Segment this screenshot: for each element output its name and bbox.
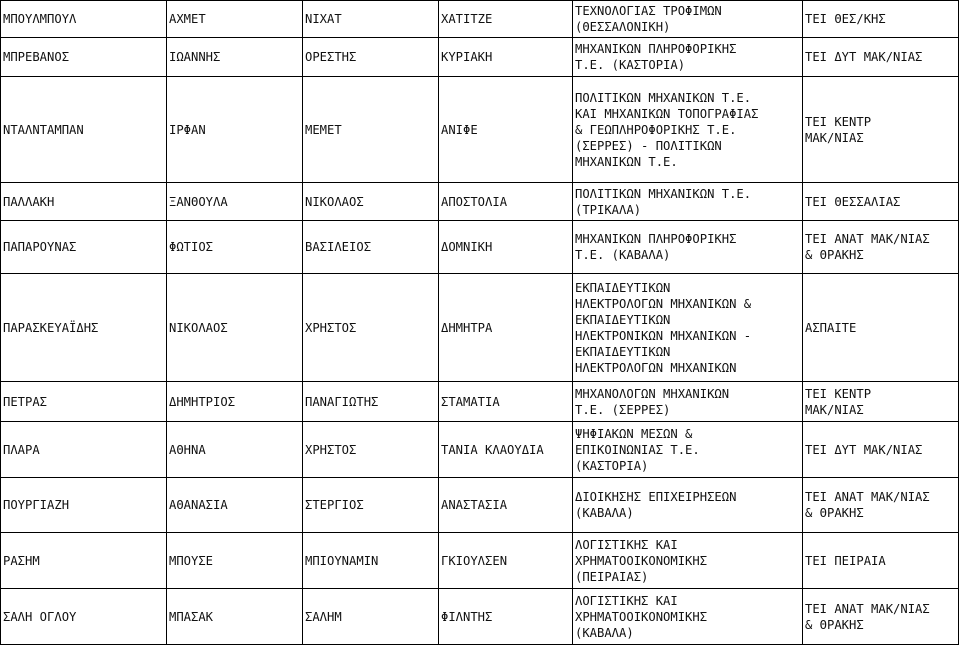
department-cell: ΨΗΦΙΑΚΩΝ ΜΕΣΩΝ & ΕΠΙΚΟΙΝΩΝΙΑΣ Τ.Ε. (ΚΑΣΤΟΡΙΑ) — [573, 422, 803, 478]
institution-cell: ΤΕΙ ΚΕΝΤΡ ΜΑΚ/ΝΙΑΣ — [803, 382, 959, 422]
first-name-cell: ΑΧΜΕΤ — [167, 1, 303, 38]
first-name-cell: ΑΘΑΝΑΣΙΑ — [167, 478, 303, 533]
surname-cell: ΠΑΡΑΣΚΕΥΑΪΔΗΣ — [1, 274, 167, 382]
department-cell: ΜΗΧΑΝΙΚΩΝ ΠΛΗΡΟΦΟΡΙΚΗΣ Τ.Ε. (ΚΑΣΤΟΡΙΑ) — [573, 38, 803, 77]
mother-name-cell: ΑΠΟΣΤΟΛΙΑ — [439, 183, 573, 221]
surname-cell: ΠΑΛΛΑΚΗ — [1, 183, 167, 221]
surname-cell: ΝΤΑΛΝΤΑΜΠΑΝ — [1, 77, 167, 183]
mother-name-cell: ΣΤΑΜΑΤΙΑ — [439, 382, 573, 422]
mother-name-cell: ΦΙΛΝΤΗΣ — [439, 589, 573, 645]
table-row — [1, 533, 959, 589]
first-name-cell: ΜΠΑΣΑΚ — [167, 589, 303, 645]
table-row — [1, 478, 959, 533]
table-row — [1, 382, 959, 422]
department-cell: ΤΕΧΝΟΛΟΓΙΑΣ ΤΡΟΦΙΜΩΝ (ΘΕΣΣΑΛΟΝΙΚΗ) — [573, 1, 803, 38]
first-name-cell: ΙΩΑΝΝΗΣ — [167, 38, 303, 77]
mother-name-cell: ΓΚΙΟΥΛΣΕΝ — [439, 533, 573, 589]
first-name-cell: ΑΘΗΝΑ — [167, 422, 303, 478]
mother-name-cell: ΚΥΡΙΑΚΗ — [439, 38, 573, 77]
mother-name-cell: ΤΑΝΙΑ ΚΛΑΟΥΔΙΑ — [439, 422, 573, 478]
table-row — [1, 38, 959, 77]
department-cell: ΛΟΓΙΣΤΙΚΗΣ ΚΑΙ ΧΡΗΜΑΤΟΟΙΚΟΝΟΜΙΚΗΣ (ΠΕΙΡΑΙΑΣ) — [573, 533, 803, 589]
table-row — [1, 1, 959, 38]
institution-cell: ΤΕΙ ΔΥΤ ΜΑΚ/ΝΙΑΣ — [803, 38, 959, 77]
father-name-cell: ΣΑΛΗΜ — [303, 589, 439, 645]
surname-cell: ΠΕΤΡΑΣ — [1, 382, 167, 422]
department-cell: ΠΟΛΙΤΙΚΩΝ ΜΗΧΑΝΙΚΩΝ Τ.Ε. (ΤΡΙΚΑΛΑ) — [573, 183, 803, 221]
surname-cell: ΠΛΑΡΑ — [1, 422, 167, 478]
father-name-cell: ΧΡΗΣΤΟΣ — [303, 274, 439, 382]
first-name-cell: ΜΠΟΥΣΕ — [167, 533, 303, 589]
father-name-cell: ΝΙΧΑΤ — [303, 1, 439, 38]
table-row — [1, 183, 959, 221]
institution-cell: ΑΣΠΑΙΤΕ — [803, 274, 959, 382]
institution-cell: ΤΕΙ ΑΝΑΤ ΜΑΚ/ΝΙΑΣ & ΘΡΑΚΗΣ — [803, 478, 959, 533]
father-name-cell: ΣΤΕΡΓΙΟΣ — [303, 478, 439, 533]
institution-cell: ΤΕΙ ΑΝΑΤ ΜΑΚ/ΝΙΑΣ & ΘΡΑΚΗΣ — [803, 221, 959, 274]
surname-cell: ΡΑΣΗΜ — [1, 533, 167, 589]
first-name-cell: ΙΡΦΑΝ — [167, 77, 303, 183]
father-name-cell: ΒΑΣΙΛΕΙΟΣ — [303, 221, 439, 274]
department-cell: ΠΟΛΙΤΙΚΩΝ ΜΗΧΑΝΙΚΩΝ Τ.Ε. ΚΑΙ ΜΗΧΑΝΙΚΩΝ ΤΟΠΟΓΡΑΦΙΑΣ & ΓΕΩΠΛΗΡΟΦΟΡΙΚΗΣ Τ.Ε. (ΣΕΡΡΕΣ) - ΠΟΛΙΤΙΚΩΝ ΜΗΧΑΝΙΚΩΝ Τ.Ε. — [573, 77, 803, 183]
father-name-cell: ΠΑΝΑΓΙΩΤΗΣ — [303, 382, 439, 422]
department-cell: ΕΚΠΑΙΔΕΥΤΙΚΩΝ ΗΛΕΚΤΡΟΛΟΓΩΝ ΜΗΧΑΝΙΚΩΝ & ΕΚΠΑΙΔΕΥΤΙΚΩΝ ΗΛΕΚΤΡΟΝΙΚΩΝ ΜΗΧΑΝΙΚΩΝ - ΕΚΠΑΙΔΕΥΤΙΚΩΝ ΗΛΕΚΤΡΟΛΟΓΩΝ ΜΗΧΑΝΙΚΩΝ — [573, 274, 803, 382]
institution-cell: ΤΕΙ ΚΕΝΤΡ ΜΑΚ/ΝΙΑΣ — [803, 77, 959, 183]
first-name-cell: ΝΙΚΟΛΑΟΣ — [167, 274, 303, 382]
table-row — [1, 422, 959, 478]
mother-name-cell: ΔΗΜΗΤΡΑ — [439, 274, 573, 382]
department-cell: ΜΗΧΑΝΙΚΩΝ ΠΛΗΡΟΦΟΡΙΚΗΣ Τ.Ε. (ΚΑΒΑΛΑ) — [573, 221, 803, 274]
institution-cell: ΤΕΙ ΠΕΙΡΑΙΑ — [803, 533, 959, 589]
institution-cell: ΤΕΙ ΘΕΣ/ΚΗΣ — [803, 1, 959, 38]
father-name-cell: ΟΡΕΣΤΗΣ — [303, 38, 439, 77]
institution-cell: ΤΕΙ ΔΥΤ ΜΑΚ/ΝΙΑΣ — [803, 422, 959, 478]
father-name-cell: ΝΙΚΟΛΑΟΣ — [303, 183, 439, 221]
surname-cell: ΜΠΟΥΛΜΠΟΥΛ — [1, 1, 167, 38]
institution-cell: ΤΕΙ ΑΝΑΤ ΜΑΚ/ΝΙΑΣ & ΘΡΑΚΗΣ — [803, 589, 959, 645]
first-name-cell: ΦΩΤΙΟΣ — [167, 221, 303, 274]
mother-name-cell: ΧΑΤΙΤΖΕ — [439, 1, 573, 38]
father-name-cell: ΧΡΗΣΤΟΣ — [303, 422, 439, 478]
mother-name-cell: ΑΝΙΦΕ — [439, 77, 573, 183]
table-row — [1, 77, 959, 183]
surname-cell: ΠΑΠΑΡΟΥΝΑΣ — [1, 221, 167, 274]
department-cell: ΛΟΓΙΣΤΙΚΗΣ ΚΑΙ ΧΡΗΜΑΤΟΟΙΚΟΝΟΜΙΚΗΣ (ΚΑΒΑΛΑ) — [573, 589, 803, 645]
mother-name-cell: ΑΝΑΣΤΑΣΙΑ — [439, 478, 573, 533]
mother-name-cell: ΔΟΜΝΙΚΗ — [439, 221, 573, 274]
father-name-cell: ΜΠΙΟΥΝΑΜΙΝ — [303, 533, 439, 589]
table-row — [1, 589, 959, 645]
first-name-cell: ΞΑΝΘΟΥΛΑ — [167, 183, 303, 221]
surname-cell: ΠΟΥΡΓΙΑΖΗ — [1, 478, 167, 533]
department-cell: ΔΙΟΙΚΗΣΗΣ ΕΠΙΧΕΙΡΗΣΕΩΝ (ΚΑΒΑΛΑ) — [573, 478, 803, 533]
father-name-cell: ΜΕΜΕΤ — [303, 77, 439, 183]
table-row — [1, 274, 959, 382]
institution-cell: ΤΕΙ ΘΕΣΣΑΛΙΑΣ — [803, 183, 959, 221]
first-name-cell: ΔΗΜΗΤΡΙΟΣ — [167, 382, 303, 422]
department-cell: ΜΗΧΑΝΟΛΟΓΩΝ ΜΗΧΑΝΙΚΩΝ Τ.Ε. (ΣΕΡΡΕΣ) — [573, 382, 803, 422]
table-row — [1, 221, 959, 274]
surname-cell: ΣΑΛΗ ΟΓΛΟΥ — [1, 589, 167, 645]
surname-cell: ΜΠΡΕΒΑΝΟΣ — [1, 38, 167, 77]
